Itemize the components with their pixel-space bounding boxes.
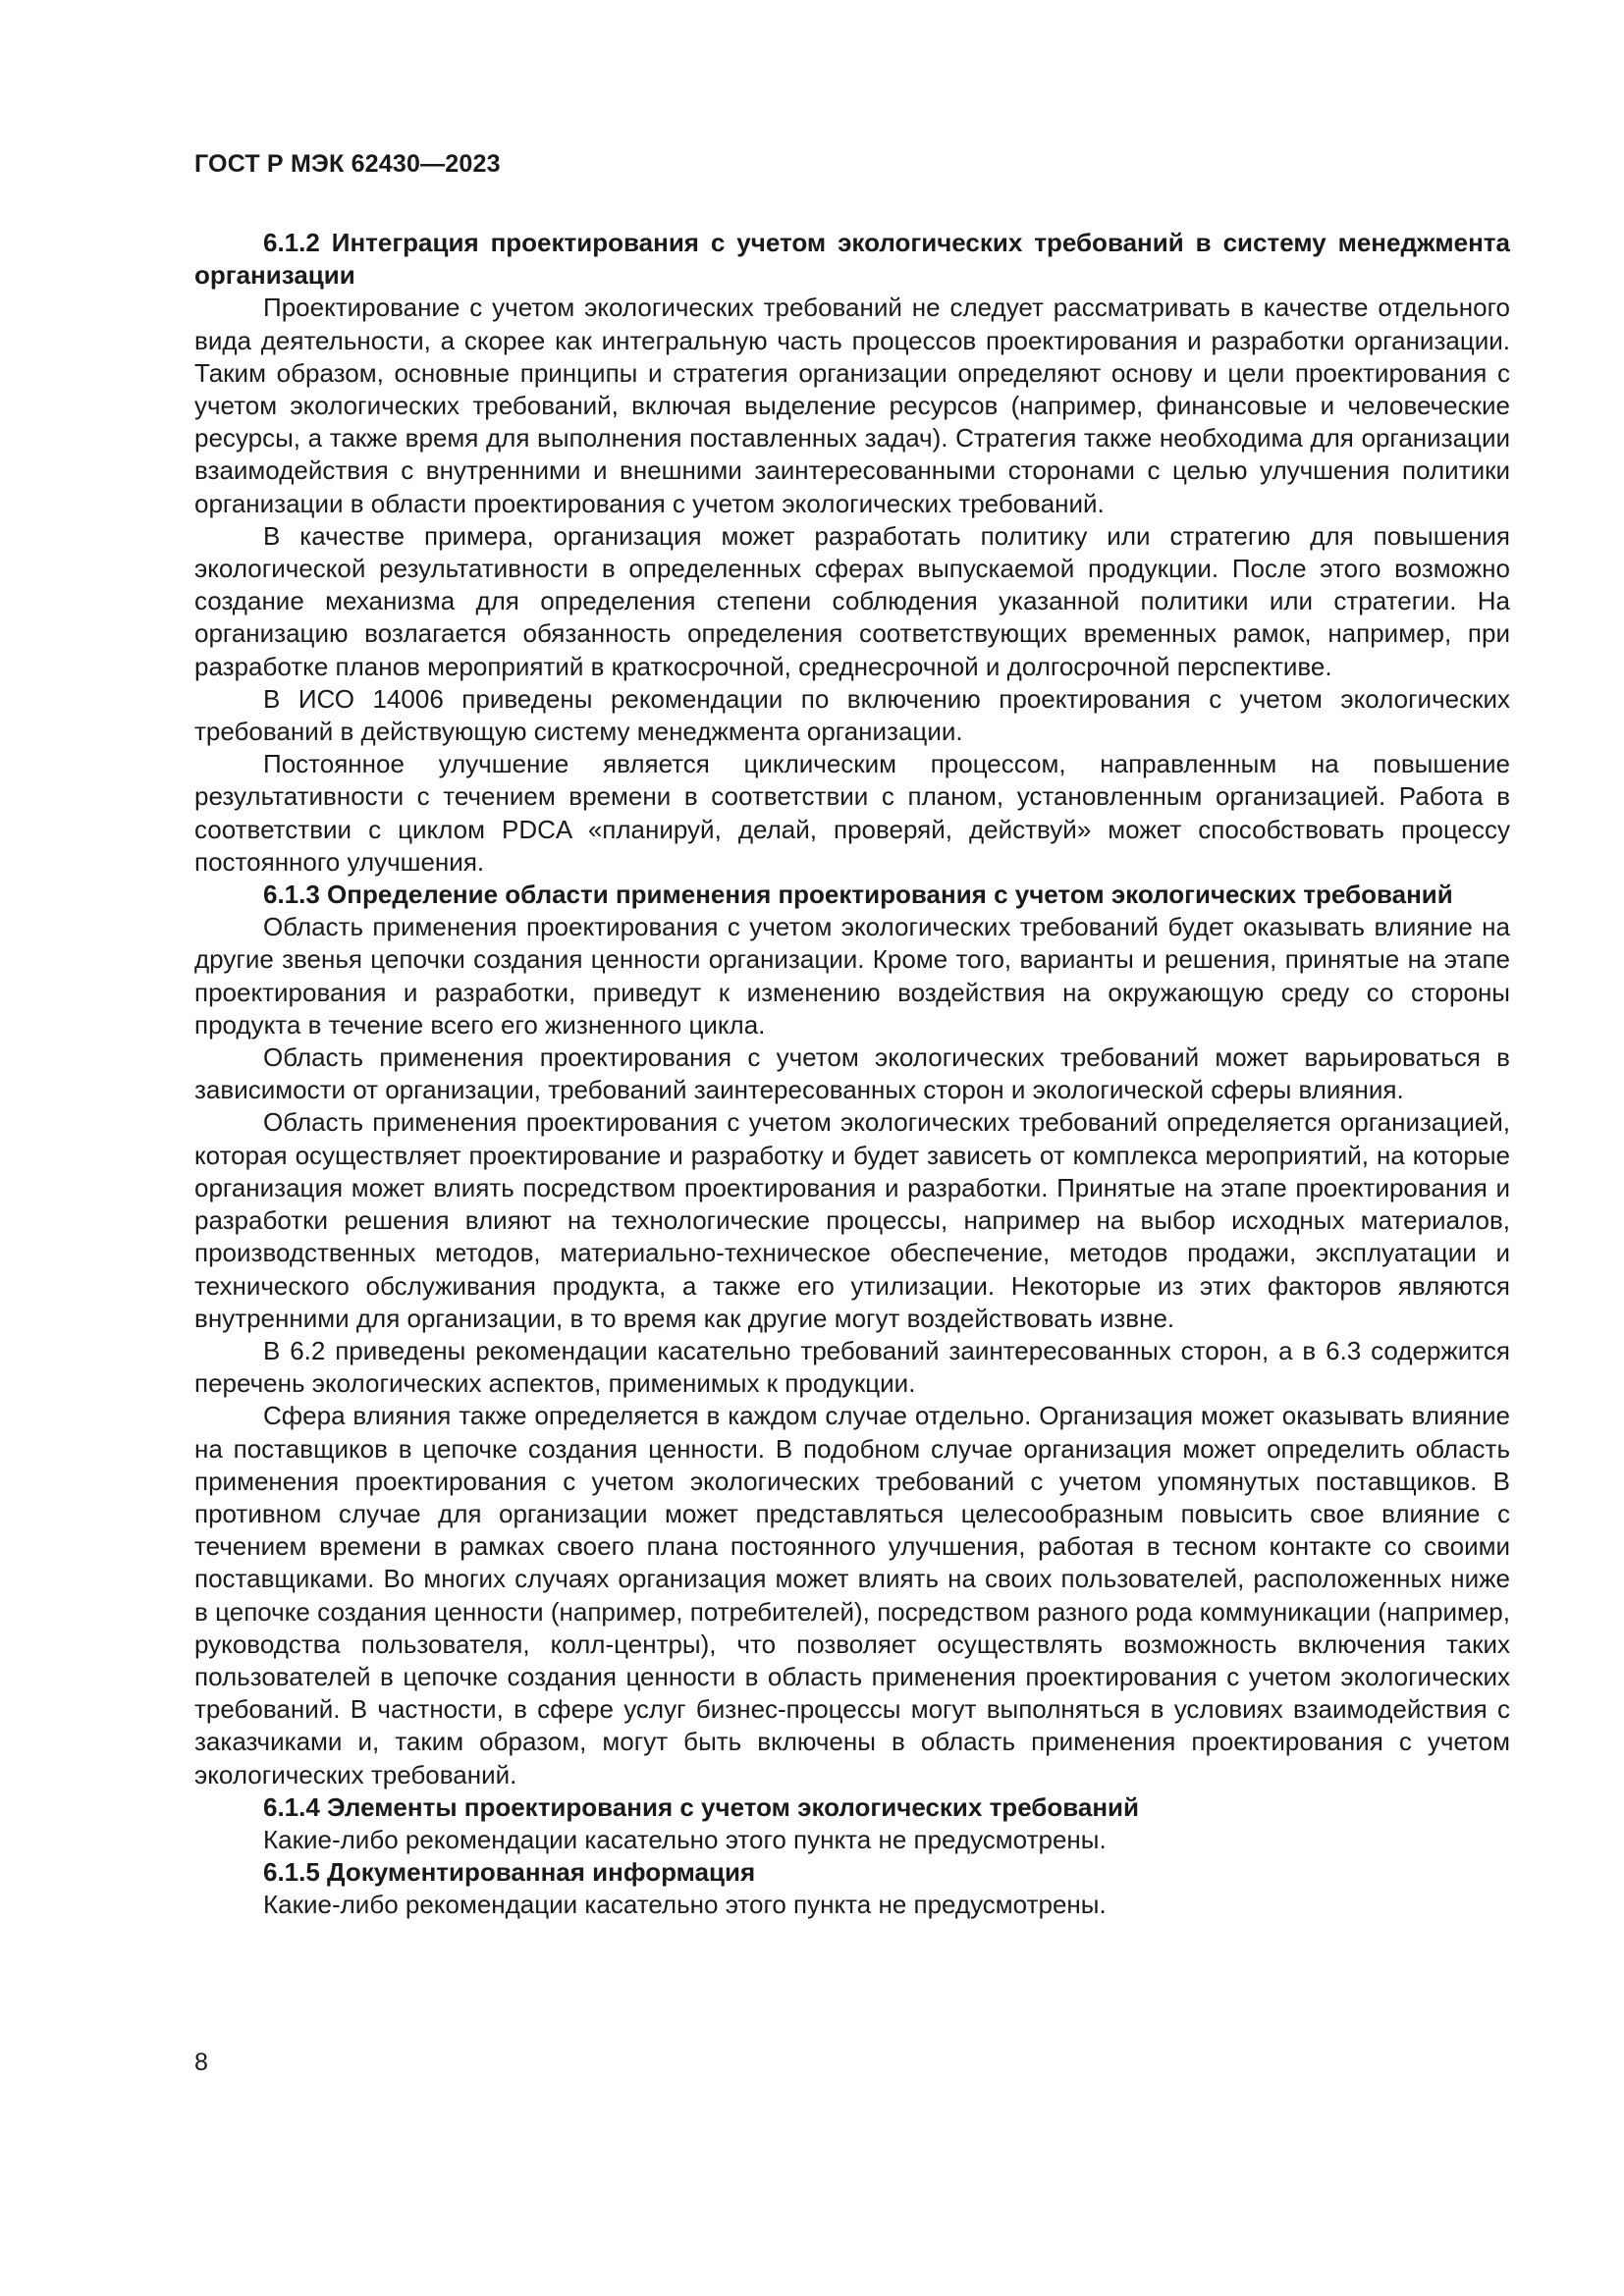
page-number: 8 (194, 2049, 208, 2076)
paragraph: Какие-либо рекомендации касательно этого пункта не предусмотрены. (263, 1890, 1107, 1920)
paragraph: Сфера влияния также определяется в каждом случае отдельно. Организация может оказывать влияние на поставщиков в цепочке создания ценности. В подобном случае организация может определить область применения проектирования с учетом экологических требований с учетом упомянутых поставщиков. В противном случае для организации может представляться целесообразным повысить свое влияние с течением времени в рамках своего плана постоянного улучшения, работая в тесном контакте со своими поставщиками. Во многих случаях организация может влиять на своих пользователей, расположенных ниже в цепочке создания ценности (например, потребителей), посредством разного рода коммуникации (например, руководства пользователя, колл-центры), что позволяет осуществлять возможность включения таких пользователей в цепочке создания ценности в область применения проектирования с учетом экологических требований. В частности, в сфере услуг бизнес-процессы могут выполняться в условиях взаимодействия с заказчиками и, таким образом, могут быть включены в область применения проектирования с учетом экологических требований. (194, 1401, 1510, 1789)
paragraph: Область применения проектирования с учетом экологических требований определяется организацией, которая осуществляет проектирование и разработку и будет зависеть от комплекса мероприятий, на которые организация может влиять посредством проектирования и разработки. Принятые на этапе проектирования и разработки решения влияют на технологические процессы, например на выбор исходных материалов, производственных методов, материально-техническое обеспечение, методов продажи, эксплуатации и технического обслуживания продукта, а также его утилизации. Некоторые из этих факторов являются внутренними для организации, в то время как другие могут воздействовать извне. (194, 1107, 1510, 1333)
paragraph: Проектирование с учетом экологических требований не следует рассматривать в качестве отдельного вида деятельности, а скорее как интегральную часть процессов проектирования и разработки организации. Таким образом, основные принципы и стратегия организации определяют основу и цели проектирования с учетом экологических требований, включая выделение ресурсов (например, финансовые и человеческие ресурсы, а также время для выполнения поставленных задач). Стратегия также необходима для организации взаимодействия с внутренними и внешними заинтересованными сторонами с целью улучшения политики организации в области проектирования с учетом экологических требований. (194, 293, 1510, 518)
section-heading-6-1-3: 6.1.3 Определение области применения проектирования с учетом экологических требований (263, 880, 1453, 910)
paragraph: В ИСО 14006 приведены рекомендации по включению проектирования с учетом экологических требований в действующую систему менеджмента организации. (194, 683, 1510, 747)
paragraph: Область применения проектирования с учетом экологических требований будет оказывать влияние на другие звенья цепочки создания ценности организации. Кроме того, варианты и решения, принятые на этапе проектирования и разработки, приведут к изменению воздействия на окружающую среду со стороны продукта в течение всего его жизненного цикла. (194, 912, 1510, 1040)
section-heading-6-1-4: 6.1.4 Элементы проектирования с учетом экологических требований (263, 1791, 1140, 1822)
paragraph: В 6.2 приведены рекомендации касательно требований заинтересованных сторон, а в 6.3 содержится перечень экологических аспектов, применимых к продукции. (194, 1335, 1510, 1399)
section-heading-6-1-2: 6.1.2 Интеграция проектирования с учетом экологических требований в систему менеджмента организации (194, 228, 1510, 291)
paragraph: Какие-либо рекомендации касательно этого пункта не предусмотрены. (263, 1824, 1107, 1854)
paragraph: Область применения проектирования с учетом экологических требований может варьироваться в зависимости от организации, требований заинтересованных сторон и экологической сферы влияния. (194, 1042, 1510, 1105)
document-header: ГОСТ Р МЭК 62430—2023 (194, 150, 501, 178)
paragraph: В качестве примера, организация может разработать политику или стратегию для повышения экологической результативности в определенных сферах выпускаемой продукции. После этого возможно создание механизма для определения степени соблюдения указанной политики или стратегии. На организацию возлагается обязанность определения соответствующих временных рамок, например, при разработке планов мероприятий в краткосрочной, среднесрочной и долгосрочной перспективе. (194, 520, 1510, 681)
paragraph: Постоянное улучшение является циклическим процессом, направленным на повышение результативности с течением времени в соответствии с планом, установленным организацией. Работа в соответствии с циклом PDCA «планируй, делай, проверяй, действуй» может способствовать процессу постоянного улучшения. (194, 749, 1510, 877)
document-body (194, 227, 1510, 1922)
section-heading-6-1-5: 6.1.5 Документированная информация (263, 1857, 756, 1888)
